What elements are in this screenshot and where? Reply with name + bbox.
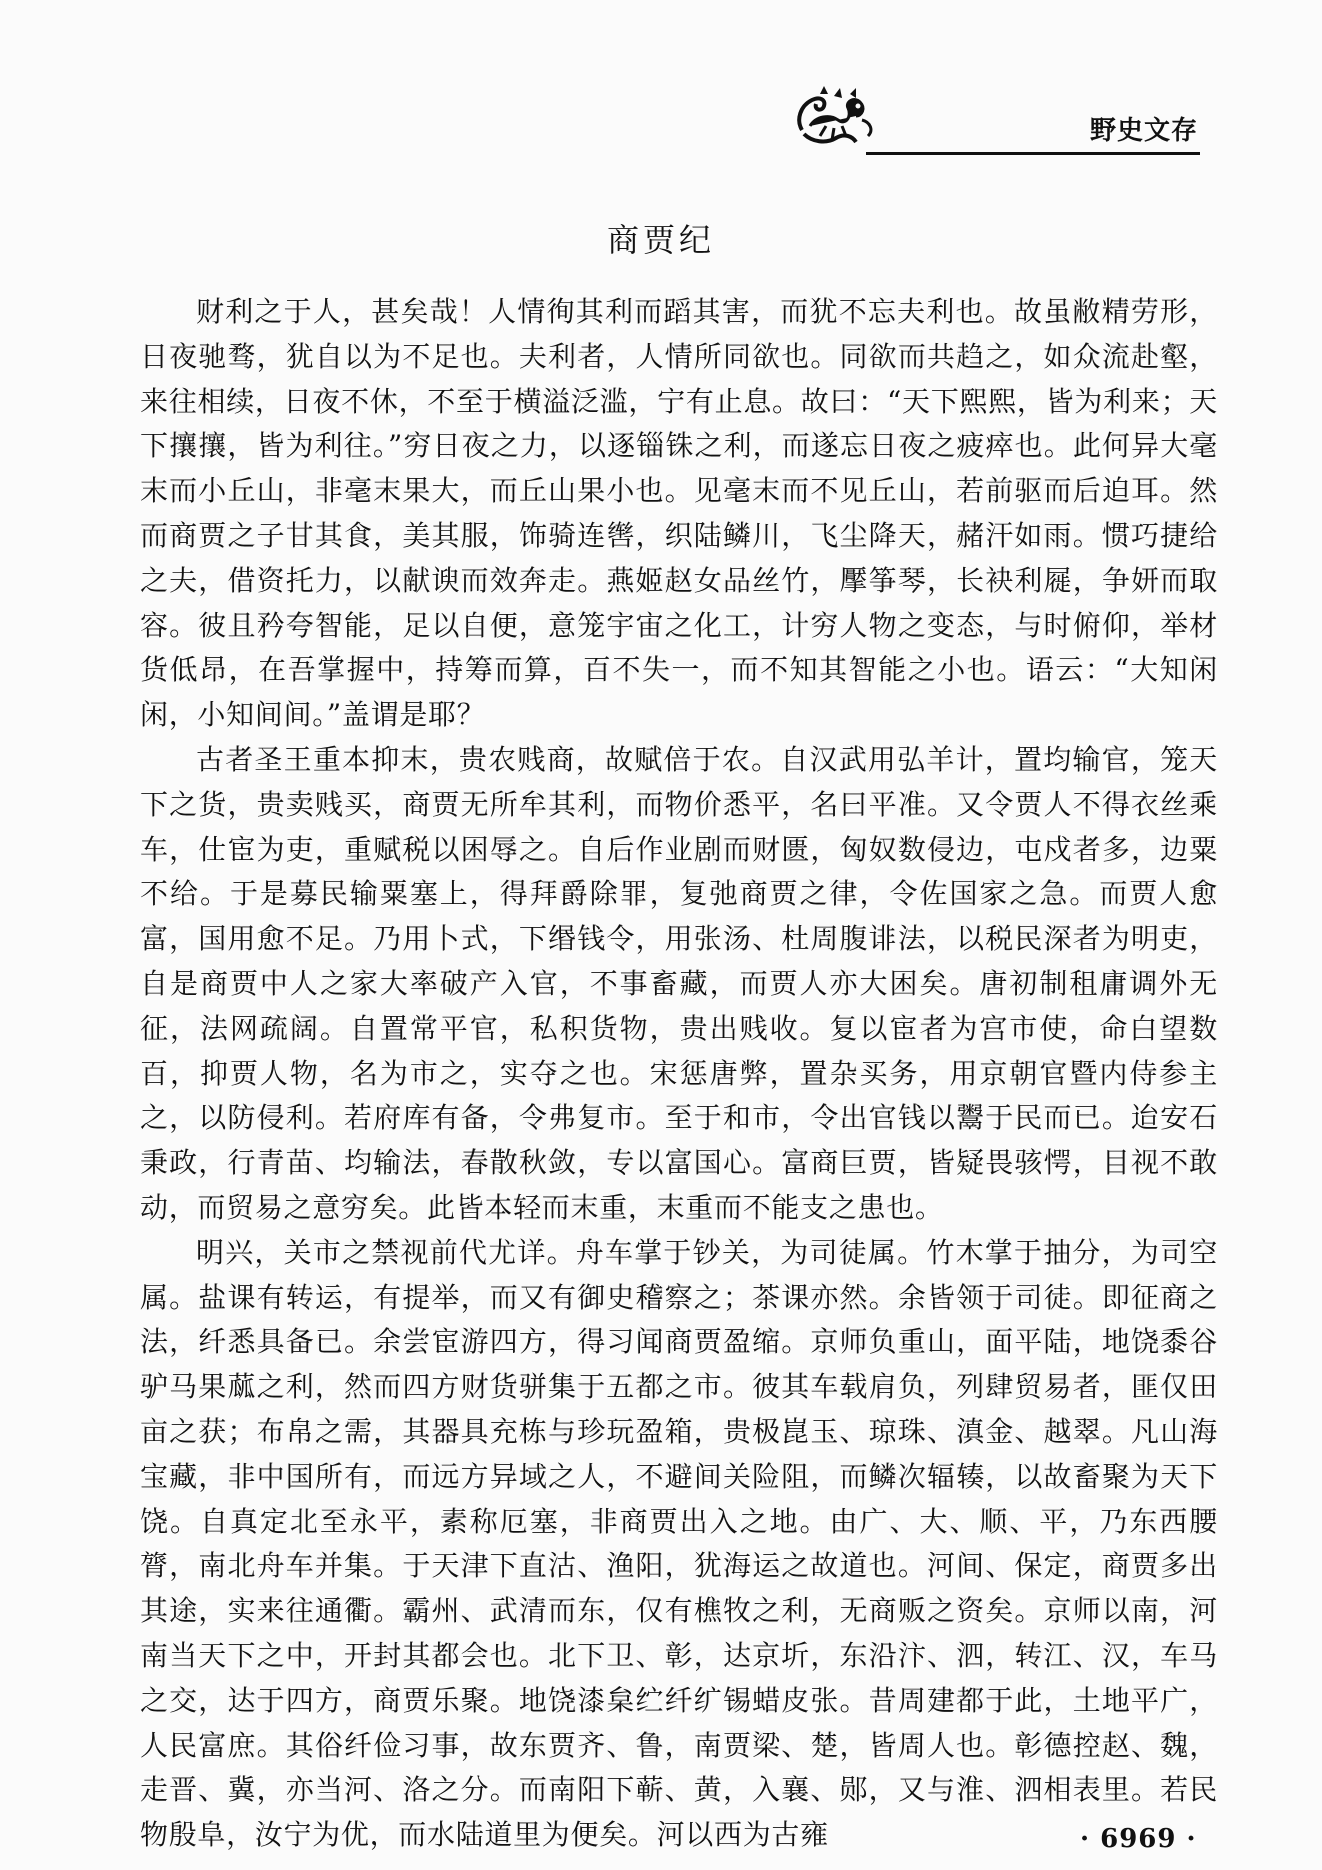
- page-number: · 6969 ·: [1080, 1824, 1197, 1854]
- paragraph-3: 明兴，关市之禁视前代尤详。舟车掌于钞关，为司徒属。竹木掌于抽分，为司空属。盐课有转运，有提举，而又有御史稽察之；茶课亦然。余皆领于司徒。即征商之法，纤悉具备已。余尝宦游四方，得习闻商贾盈缩。京师负重山，面平陆，地饶黍谷驴马果蓏之利，然而四方财货骈集于五都之市。彼其车载肩负，列肆贸易者，匪仅田亩之获；布帛之需，其器具充栋与珍玩盈箱，贵极崑玉、琼珠、滇金、越翠。凡山海宝藏，非中国所有，而远方异域之人，不避间关险阻，而鳞次辐辏，以故畜聚为天下饶。自真定北至永平，素称厄塞，非商贾出入之地。由广、大、顺、平，乃东西腰膂，南北舟车并集。于天津下直沽、渔阳，犹海运之故道也。河间、保定，商贾多出其途，实来往通衢。霸州、武清而东，仅有樵牧之利，无商贩之资矣。京师以南，河南当天下之中，开封其都会也。北下卫、彰，达京圻，东沿汴、泗，转江、汉，车马之交，达于四方，商贾乐聚。地饶漆枲纻纤纩锡蜡皮张。昔周建都于此，土地平广，人民富庶。其俗纤俭习事，故东贾齐、鲁，南贾梁、楚，皆周人也。彰德控赵、魏，走晋、冀，亦当河、洛之分。而南阳下蕲、黄，入襄、郧，又与淮、泗相表里。若民物殷阜，汝宁为优，而水陆道里为便矣。河以西为古雍: [140, 1235, 1218, 1852]
- header-rule: [866, 152, 1200, 155]
- series-title: 野史文存: [1089, 116, 1198, 146]
- dragon-logo-icon: [790, 86, 880, 152]
- body-text: [140, 290, 1218, 1858]
- paragraph-1: 财利之于人，甚矣哉！人情徇其利而蹈其害，而犹不忘夫利也。故虽敝精劳形，日夜驰骛，犹自以为不足也。夫利者，人情所同欲也。同欲而共趋之，如众流赴壑，来往相续，日夜不休，不至于横溢泛滥，宁有止息。故曰：“天下熙熙，皆为利来；天下攘攘，皆为利往。”穷日夜之力，以逐锱铢之利，而遂忘日夜之疲瘁也。此何异大毫末而小丘山，非毫末果大，而丘山果小也。见毫末而不见丘山，若前驱而后迫耳。然而商贾之子甘其食，美其服，饰骑连辔，织陆鳞川，飞尘降天，赭汗如雨。惯巧捷给之夫，借资托力，以献谀而效奔走。燕姬赵女品丝竹，擪筝琴，长袂利屣，争妍而取容。彼且矜夸智能，足以自便，意笼宇宙之化工，计穷人物之变态，与时俯仰，举材货低昂，在吾掌握中，持筹而算，百不失一，而不知其智能之小也。语云：“大知闲闲，小知间间。”盖谓是耶？: [140, 295, 1218, 732]
- paragraph-2: 古者圣王重本抑末，贵农贱商，故赋倍于农。自汉武用弘羊计，置均输官，笼天下之货，贵卖贱买，商贾无所牟其利，而物价悉平，名曰平准。又令贾人不得衣丝乘车，仕宦为吏，重赋税以困辱之。自后作业剧而财匮，匈奴数侵边，屯戍者多，边粟不给。于是募民输粟塞上，得拜爵除罪，复弛商贾之律，令佐国家之急。而贾人愈富，国用愈不足。乃用卜式，下缗钱令，用张汤、杜周腹诽法，以税民深者为明吏，自是商贾中人之家大率破产入官，不事畜藏，而贾人亦大困矣。唐初制租庸调外无征，法网疏阔。自置常平官，私积货物，贵出贱收。复以宦者为宫市使，命白望数百，抑贾人物，名为市之，实夺之也。宋惩唐弊，置杂买务，用京朝官暨内侍参主之，以防侵利。若府库有备，令弗复市。至于和市，令出官钱以鬻于民而已。迨安石秉政，行青苗、均输法，春散秋敛，专以富国心。富商巨贾，皆疑畏骇愕，目视不敢动，而贸易之意穷矣。此皆本轻而末重，末重而不能支之患也。: [140, 742, 1218, 1224]
- chapter-title: 商贾纪: [606, 221, 715, 259]
- page-header: [790, 82, 1200, 160]
